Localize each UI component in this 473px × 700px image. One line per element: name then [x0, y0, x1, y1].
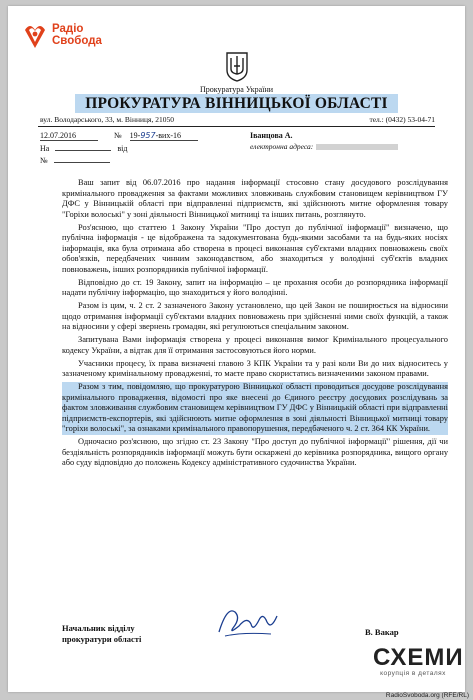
brand-tagline: корупція в деталях — [380, 670, 446, 677]
signer-name: В. Вакар — [365, 627, 399, 637]
paragraph-4: Разом із цим, ч. 2 ст. 2 зазначеного Закону установлено, що цей Закон не поширюється на відносини щодо отримання інформації суб'єктами владних повноважень при здійсненні ними своїх функцій, а також на відносини у сфері звернень громадян, які регулюються спеціальним законом. — [62, 301, 448, 331]
position-line1: Начальник відділу — [62, 623, 135, 633]
letter-body — [62, 178, 448, 471]
paragraph-5: Запитувана Вами інформація створена у процесі виконання вимог Кримінального процесуального кодексу України, а відтак для її отримання застосовуються його норми. — [62, 335, 448, 355]
recipient-email — [250, 142, 398, 151]
number-prefix: 19- — [129, 131, 141, 140]
address-line — [40, 115, 435, 124]
trident-coat-of-arms-icon — [226, 52, 248, 82]
paragraph-3: Відповідно до ст. 19 Закону, запит на інформацію – це прохання особи до розпорядника інформації надати публічну інформацію, що знаходиться у його володінні. — [62, 277, 448, 297]
document-page — [8, 6, 465, 692]
incoming-number — [40, 156, 110, 165]
position-line2: прокуратури області — [62, 634, 142, 644]
paragraph-1: Ваш запит від 06.07.2016 про надання інформації стосовно стану досудового розслідування кримінального провадження за фактами можливих зловживань службовим становищем керівництвом ГУ ДФС у Вінницькій області при відправленні підприємств, які здійснюють митне оформлення товару "Горіхи волоські" у зоні діяльності Вінницької митниці та інших питань, розглянуто. — [62, 178, 448, 219]
paragraph-6: Учасники процесу, їх права визначені главою 3 КПК України та у разі коли Ви до них відноситесь у зазначеному кримінальному провадженні, то маєте право скористатись визначеними законом правами. — [62, 358, 448, 378]
paragraph-8: Одночасно роз'яснюю, що згідно ст. 23 Закону "Про доступ до публічної інформації" рішення, дії чи бездіяльність розпорядників інформації можуть бути оскаржені до керівника розпорядника, вищого органу або суду відповідно до положень Кодексу адміністративного судочинства України. — [62, 437, 448, 467]
outgoing-ref — [40, 131, 198, 141]
incoming-ref — [40, 144, 127, 153]
number-suffix: вих-16 — [158, 131, 181, 140]
signer-position — [62, 623, 141, 645]
handwritten-signature-icon — [213, 602, 283, 642]
skhemy-logo — [373, 644, 464, 677]
source-watermark: RadioSvoboda.org (RFE/RL) — [385, 692, 469, 699]
header-divider — [38, 126, 435, 127]
vid-label: від — [117, 144, 128, 153]
no-label-2: № — [40, 156, 48, 165]
email-label: електронна адреса: — [250, 142, 314, 151]
address: вул. Володарського, 33, м. Вінниця, 21050 — [40, 115, 175, 124]
ministry-name: Прокуратура України — [199, 85, 274, 94]
recipient-name: Іванцова А. — [250, 131, 293, 140]
no-sign: № — [114, 131, 122, 140]
redacted-email — [316, 144, 398, 150]
number-handwritten: 957 — [140, 131, 156, 140]
na-label: На — [40, 144, 50, 153]
letter-number: 19-957-вих-16 — [130, 131, 198, 141]
letter-date: 12.07.2016 — [40, 131, 98, 141]
radio-svoboda-logo — [22, 20, 102, 50]
paragraph-2: Роз'яснюю, що статтею 1 Закону України "Про доступ до публічної інформації" визначено, що публічна інформація - це відображена та задокументована будь-якими засобами та на будь-яких носіях інформація, яка була отримана або створена в процесі виконання суб'єктами владних повноважень своїх обов'язків, передбачених чинним законодавством, або знаходиться у володінні суб'єктів владних повноважень, інших розпорядників публічної інформації. — [62, 222, 448, 274]
paragraph-7-highlighted: Разом з тим, повідомляю, що прокуратурою Вінницької області проводиться досудове розслідування кримінального провадження, відомості про яке внесені до Єдиного реєстру досудових розслідувань за фактом зловживання службовим становищем керівництвом ГУ ДФС у Вінницькій області при відправленні підприємств-експортерів, які здійснюють митне оформлення в зоні діяльності Вінницької митниці товару "горіхи волоські", за ознаками кримінального правопорушення, передбаченого ч. 2 ст. 364 КК України. — [62, 382, 448, 433]
phone: тел.: (0432) 53-04-71 — [369, 115, 435, 124]
logo-line2: Свобода — [52, 35, 102, 47]
brand-name: СХЕМИ — [373, 644, 464, 671]
logo-line1: Радіо — [52, 23, 84, 35]
page-title: ПРОКУРАТУРА ВІННИЦЬКОЇ ОБЛАСТІ — [75, 94, 398, 113]
radio-svoboda-icon — [22, 20, 48, 50]
